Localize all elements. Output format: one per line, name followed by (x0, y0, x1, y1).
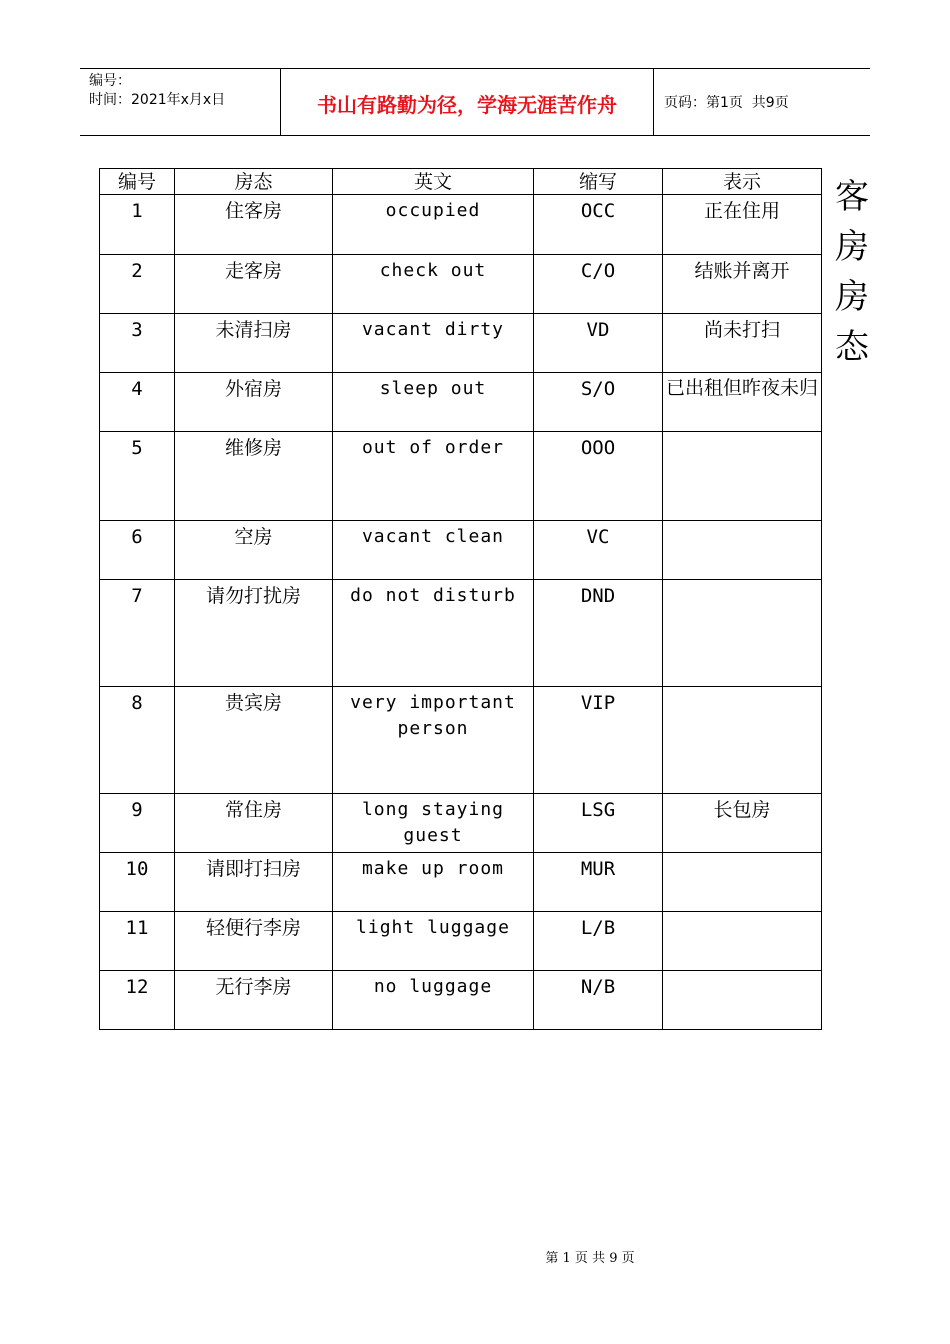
cell-state: 轻便行李房 (175, 912, 333, 971)
cell-no: 3 (100, 314, 175, 373)
cell-state: 贵宾房 (175, 687, 333, 794)
time-label: 时间：2021年x月x日 (89, 92, 226, 108)
cell-meaning: 尚未打扫 (663, 314, 822, 373)
cell-state: 外宿房 (175, 373, 333, 432)
cell-meaning: 已出租但昨夜未归 (663, 373, 822, 432)
cell-state: 走客房 (175, 255, 333, 314)
table-row (100, 687, 822, 794)
side-title-char: 客 (835, 177, 869, 217)
cell-english: long staying guest (333, 794, 534, 853)
cell-abbr: S/O (534, 373, 663, 432)
cell-english: no luggage (333, 971, 534, 1030)
cell-meaning: 结账并离开 (663, 255, 822, 314)
cell-state: 请勿打扰房 (175, 580, 333, 687)
header-page-info (654, 69, 870, 135)
column-header: 缩写 (534, 169, 663, 195)
cell-no: 10 (100, 853, 175, 912)
table-row (100, 912, 822, 971)
cell-no: 9 (100, 794, 175, 853)
cell-abbr: MUR (534, 853, 663, 912)
cell-abbr: C/O (534, 255, 663, 314)
cell-meaning (663, 912, 822, 971)
side-title-char: 房 (835, 227, 869, 267)
column-header: 英文 (333, 169, 534, 195)
cell-meaning (663, 687, 822, 794)
cell-no: 6 (100, 521, 175, 580)
document-header (80, 68, 870, 136)
table-row (100, 255, 822, 314)
cell-state: 未清扫房 (175, 314, 333, 373)
table-row (100, 521, 822, 580)
cell-meaning (663, 853, 822, 912)
cell-abbr: OOO (534, 432, 663, 521)
page-info-text: 页码：第1页 共9页 (664, 95, 789, 111)
cell-no: 2 (100, 255, 175, 314)
cell-english: occupied (333, 195, 534, 255)
cell-no: 12 (100, 971, 175, 1030)
cell-english: make up room (333, 853, 534, 912)
cell-english: vacant dirty (333, 314, 534, 373)
column-header: 编号 (100, 169, 175, 195)
cell-no: 11 (100, 912, 175, 971)
cell-english: very important person (333, 687, 534, 794)
header-motto: 书山有路勤为径，学海无涯苦作舟 (281, 69, 654, 135)
table-header-row (100, 169, 822, 195)
cell-abbr: L/B (534, 912, 663, 971)
cell-no: 5 (100, 432, 175, 521)
table-row (100, 432, 822, 521)
cell-english: check out (333, 255, 534, 314)
cell-english: out of order (333, 432, 534, 521)
room-status-table (99, 168, 822, 1030)
side-title-char: 房 (835, 277, 869, 317)
cell-abbr: VIP (534, 687, 663, 794)
cell-abbr: VC (534, 521, 663, 580)
cell-meaning (663, 580, 822, 687)
column-header: 表示 (663, 169, 822, 195)
table-row (100, 314, 822, 373)
cell-abbr: DND (534, 580, 663, 687)
side-title (834, 172, 870, 372)
cell-no: 7 (100, 580, 175, 687)
column-header: 房态 (175, 169, 333, 195)
cell-abbr: OCC (534, 195, 663, 255)
table-row (100, 373, 822, 432)
table-row (100, 794, 822, 853)
table-row (100, 580, 822, 687)
cell-no: 8 (100, 687, 175, 794)
cell-state: 住客房 (175, 195, 333, 255)
cell-state: 维修房 (175, 432, 333, 521)
cell-meaning (663, 432, 822, 521)
cell-meaning (663, 521, 822, 580)
table-row (100, 195, 822, 255)
cell-meaning (663, 971, 822, 1030)
cell-no: 1 (100, 195, 175, 255)
cell-english: sleep out (333, 373, 534, 432)
page-footer: 第 1 页 共 9 页 (545, 1251, 635, 1266)
cell-state: 无行李房 (175, 971, 333, 1030)
table-row (100, 971, 822, 1030)
header-meta (80, 69, 281, 135)
table-row (100, 853, 822, 912)
cell-abbr: VD (534, 314, 663, 373)
cell-english: vacant clean (333, 521, 534, 580)
number-label: 编号： (89, 73, 131, 89)
cell-state: 请即打扫房 (175, 853, 333, 912)
cell-state: 空房 (175, 521, 333, 580)
cell-abbr: LSG (534, 794, 663, 853)
cell-state: 常住房 (175, 794, 333, 853)
side-title-char: 态 (835, 327, 869, 367)
cell-english: light luggage (333, 912, 534, 971)
cell-meaning: 长包房 (663, 794, 822, 853)
cell-english: do not disturb (333, 580, 534, 687)
cell-meaning: 正在住用 (663, 195, 822, 255)
cell-no: 4 (100, 373, 175, 432)
cell-abbr: N/B (534, 971, 663, 1030)
